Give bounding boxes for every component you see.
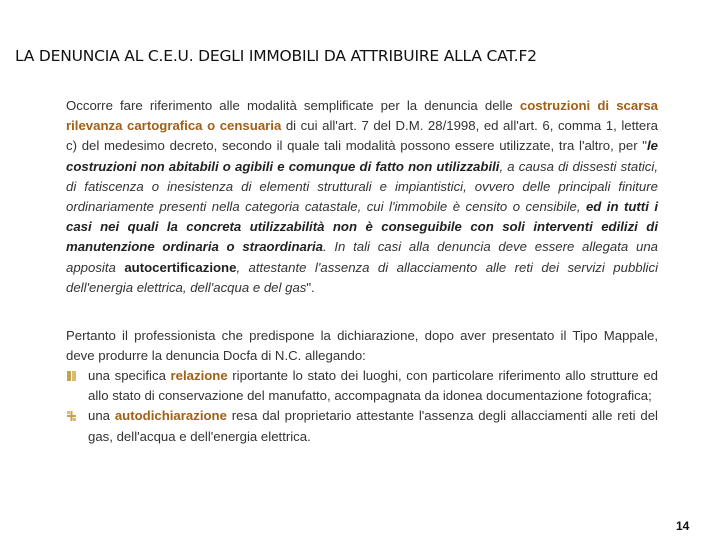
highlight-costruzioni: costruzioni di scarsa rilevanza cartografica o censuaria <box>66 98 658 134</box>
paragraph-procedure: Pertanto il professionista che predispone la dichiarazione, dopo aver presentato il Tipo Mappale, deve produrre la denuncia Docfa di N.C. allegando: <box>66 328 658 364</box>
text-segment: di cui all'art. 7 del D.M. 28/1998, ed all'art. 6, comma 1, lettera c) del medesimo decreto, secondo il quale tali modalità possono essere utilizzate, tra l'altro, per " <box>66 118 658 154</box>
bullet-square-icon <box>67 371 76 381</box>
bullet-cross-icon <box>67 411 76 421</box>
emphasis-non-abitabili: le costruzioni non abitabili o agibili e comunque di fatto non utilizzabili <box>66 138 658 174</box>
item-text: una specifica <box>88 368 171 383</box>
text-segment: ". <box>306 279 315 295</box>
highlight-relazione: relazione <box>170 368 228 383</box>
item-text: una <box>88 408 115 424</box>
emphasis-autocertificazione: autocertificazione <box>124 259 237 275</box>
list-item <box>66 406 658 446</box>
list-item <box>66 366 658 406</box>
slide-title: LA DENUNCIA AL C.E.U. DEGLI IMMOBILI DA ATTRIBUIRE ALLA CAT.F2 <box>15 47 537 65</box>
highlight-autodichiarazione: autodichiarazione <box>114 408 227 424</box>
italic-segment: , a causa di dissesti statici, di fatiscenza o inesistenza di elementi strutturali e impiantistici, ovvero delle principali finiture ordinariamente presenti nella categoria catastale, cui l'immobile è censito o censibile, <box>66 158 658 215</box>
item-text: resa dal proprietario attestante l'assenza degli allacciamenti alle reti del gas, dell'acqua e dell'energia elettrica. <box>88 408 658 444</box>
item-text: riportante lo stato dei luoghi, con particolare riferimento allo strutture ed allo stato di conservazione del manufatto, accompagnata da idonea documentazione fotografica; <box>88 368 658 404</box>
italic-segment: . In tali casi alla denuncia deve essere allegata una apposita <box>66 239 658 275</box>
text-segment: Occorre fare riferimento alle modalità semplificate per la denuncia delle <box>66 98 520 113</box>
paragraph-regulation <box>66 96 658 298</box>
attachments-list <box>66 366 658 447</box>
page-number: 14 <box>676 519 690 533</box>
emphasis-utilizzabilita: ed in tutti i casi nei quali la concreta utilizzabilità non è conseguibile con soli interventi edilizi di manutenzione ordinaria o straordinaria <box>66 199 658 255</box>
italic-segment: , attestante l'assenza di allacciamento alle reti dei servizi pubblici dell'energia elettrica, dell'acqua e del gas <box>66 259 658 295</box>
